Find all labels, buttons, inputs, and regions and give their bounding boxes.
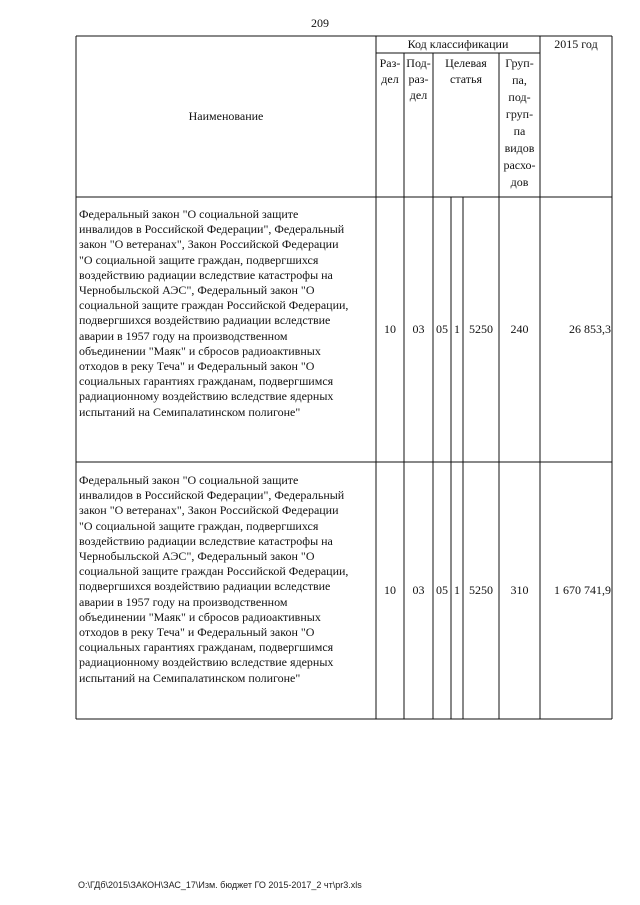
row-1-article-b: 1 (454, 322, 460, 336)
row-1-section: 10 (384, 322, 396, 336)
row-1-group: 240 (510, 322, 529, 336)
row-2-amount: 1 670 741,9 (554, 583, 611, 597)
section-header: Раз- дел (379, 56, 401, 86)
file-path-footer: O:\ГДб\2015\ЗАКОН\ЗАС_17\Изм. бюджет ГО 2015-2017_2 чт\pr3.xls (78, 880, 362, 890)
subsection-header: Под- раз- дел (406, 56, 431, 102)
page-number: 209 (311, 16, 329, 30)
row-2-subsection: 03 (412, 583, 425, 597)
row-2-article-a: 05 (436, 583, 448, 597)
row-2-article-b: 1 (454, 583, 460, 597)
name-header: Наименование (188, 109, 264, 123)
row-1-amount: 26 853,3 (569, 322, 611, 336)
group-header: Груп- па, под- груп- па видов расхо- дов (503, 56, 536, 189)
row-1-article-a: 05 (436, 322, 448, 336)
row-2-name: Федеральный закон "О социальной защите инвалидов в Российской Федерации", Федеральный закон "О ветеранах", Закон Российской Федерации "О социальной защите граждан, подвергшихся воздействию радиации вследствие катастрофы на Чернобыльской АЭС", Федеральный закон "О социальной защите граждан Российской Федерации, подвергшихся воздействию радиации вследствие аварии в 1957 году на производственном объединении "Маяк" и сбросов радиоактивных отходов в реку Теча" и Федеральный закон "О социальных гарантиях гражданам, подвергшимся радиационному воздействию вследствие ядерных испытаний на Семипалатинском полигоне" (79, 473, 349, 685)
row-1-name: Федеральный закон "О социальной защите инвалидов в Российской Федерации", Федеральный закон "О ветеранах", Закон Российской Федерации "О социальной защите граждан, подвергшихся воздействию радиации вследствие катастрофы на Чернобыльской АЭС", Федеральный закон "О социальной защите граждан Российской Федерации, подвергшихся воздействию радиации вследствие аварии в 1957 году на производственном объединении "Маяк" и сбросов радиоактивных отходов в реку Теча" и Федеральный закон "О социальных гарантиях гражданам, подвергшимся радиационному воздействию вследствие ядерных испытаний на Семипалатинском полигоне" (79, 207, 349, 419)
row-2-section: 10 (384, 583, 396, 597)
classification-header: Код классификации (407, 37, 509, 51)
row-1-article-c: 5250 (469, 322, 493, 336)
row-2-article-c: 5250 (469, 583, 493, 597)
year-header: 2015 год (554, 37, 598, 51)
row-2-group: 310 (510, 583, 529, 597)
target-article-header: Целевая статья (445, 56, 487, 86)
row-1-subsection: 03 (412, 322, 425, 336)
